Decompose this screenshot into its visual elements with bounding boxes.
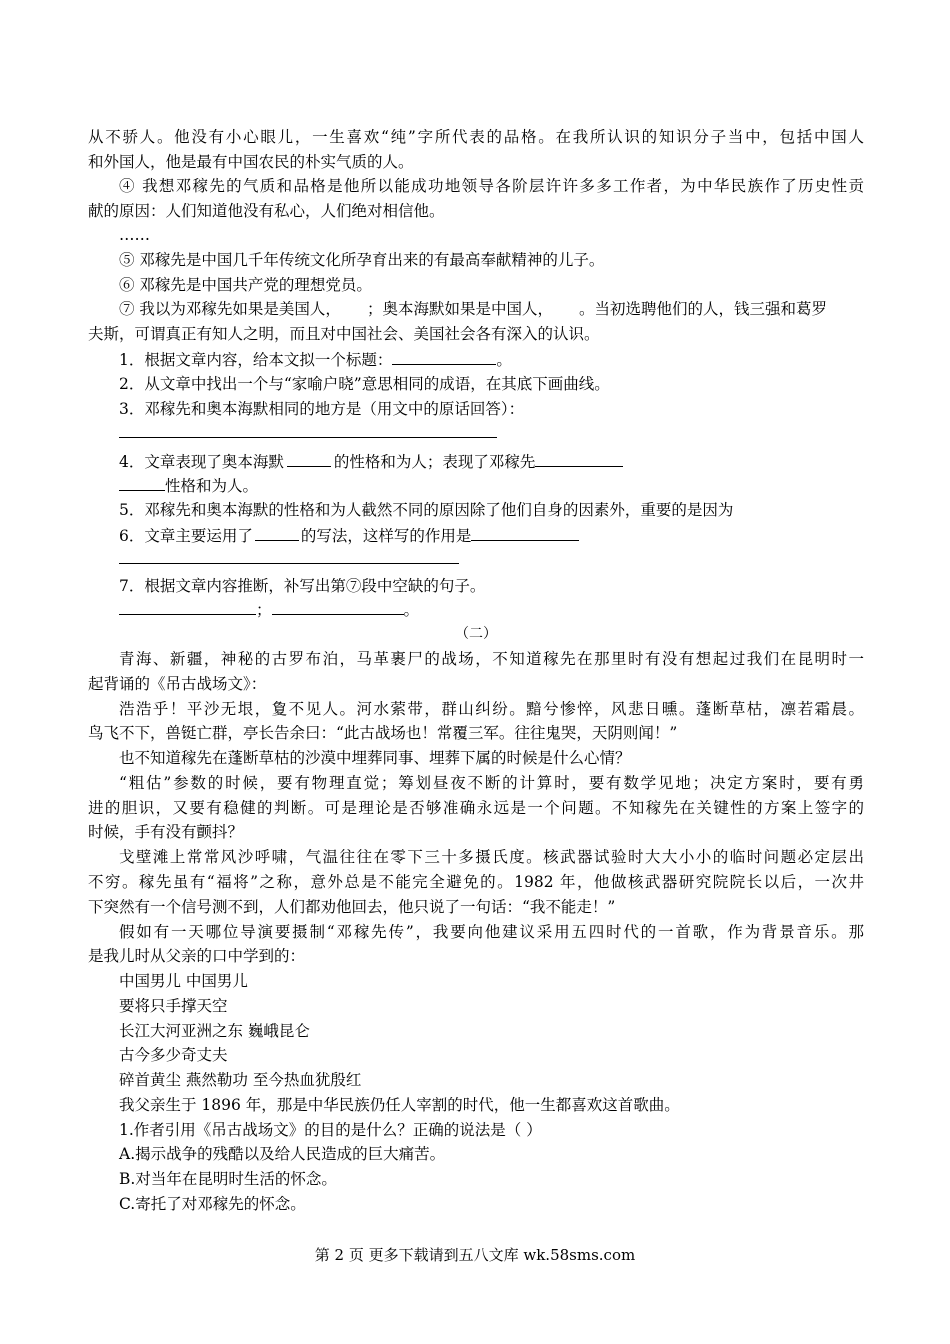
song-line: 中国男儿 中国男儿 <box>119 972 248 990</box>
text-line: “粗估”参数的时候，要有物理直觉；筹划昼夜不断的计算时，要有数学见地；决定方案时，要有勇 <box>119 774 864 792</box>
song-line: 碎首黄尘 燕然勒功 至今热血犹殷红 <box>119 1071 362 1089</box>
question-text: 6．文章主要运用了 <box>119 527 253 545</box>
question-1 <box>119 347 879 372</box>
question-7-answers <box>119 597 879 622</box>
answer-line-6[interactable] <box>119 546 879 571</box>
question-4-cont <box>119 473 879 498</box>
text-line: 进的胆识，又要有稳健的判断。可是理论是否够准确永远是一个问题。不知稼先在关键性的方案上签字的 <box>88 799 864 817</box>
text-line: 和外国人，他是最有中国农民的朴实气质的人。 <box>88 153 414 171</box>
text-line: 戈壁滩上常常风沙呼啸，气温往往在零下三十多摄氏度。核武器试验时大大小小的临时问题必定层出 <box>119 848 864 866</box>
text-line: 夫斯，可谓真正有知人之明，而且对中国社会、美国社会各有深入的认识。 <box>88 325 600 343</box>
answer-blank[interactable] <box>255 523 299 541</box>
song-line: 古今多少奇丈夫 <box>119 1046 228 1064</box>
text-line: 青海、新疆，神秘的古罗布泊，马革裹尸的战场，不知道稼先在那里时有没有想起过我们在昆明时一 <box>119 650 864 668</box>
song-line: 长江大河亚洲之东 巍峨昆仑 <box>119 1022 310 1040</box>
paragraph-5: ⑤ 邓稼先是中国几千年传统文化所孕育出来的有最高奉献精神的儿子。 <box>119 251 605 269</box>
text-segment: 。当初选聘他们的人，钱三强和葛罗 <box>578 300 827 318</box>
text-line: 下突然有一个信号测不到，人们都劝他回去，他只说了一句话：“我不能走！” <box>88 898 616 916</box>
text-line: 起背诵的《吊古战场文》： <box>88 675 267 693</box>
question-7: 7．根据文章内容推断，补写出第⑦段中空缺的句子。 <box>119 577 486 595</box>
paragraph-6: ⑥ 邓稼先是中国共产党的理想党员。 <box>119 276 372 294</box>
question-text: 。 <box>403 601 420 619</box>
text-line: 不穷。稼先虽有“福将”之称，意外总是不能完全避免的。1982 年，他做核武器研究院院长以后，一次井 <box>88 873 864 891</box>
ellipsis: …… <box>119 226 150 244</box>
question-text: 的写法，这样写的作用是 <box>300 527 472 545</box>
text-line: 我父亲生于 1896 年，那是中华民族仍任人宰割的时代，他一生都喜欢这首歌曲。 <box>119 1096 680 1114</box>
text-line: 从不骄人。他没有小心眼儿，一生喜欢“纯”字所代表的品格。在我所认识的知识分子当中，包括中国人 <box>88 128 864 146</box>
question-text: ； <box>256 601 272 619</box>
reading-question-1: 1.作者引用《吊古战场文》的目的是什么？正确的说法是（ ） <box>119 1121 542 1139</box>
question-text: 1．根据文章内容，给本文拟一个标题： <box>119 351 393 369</box>
option-a[interactable]: A.揭示战争的残酷以及给人民造成的巨大痛苦。 <box>119 1145 446 1163</box>
question-text: 。 <box>496 351 512 369</box>
answer-blank[interactable] <box>535 449 623 467</box>
option-b[interactable]: B.对当年在昆明时生活的怀念。 <box>119 1170 337 1188</box>
text-line: 时候，手有没有颤抖？ <box>88 823 244 841</box>
answer-line-3[interactable] <box>119 420 879 445</box>
answer-blank[interactable] <box>272 597 404 615</box>
section-heading: （二） <box>455 626 497 642</box>
page-footer: 第 2 页 更多下载请到五八文库 wk.58sms.com <box>314 1246 636 1264</box>
question-4 <box>119 449 879 474</box>
question-6 <box>119 523 879 548</box>
answer-blank[interactable] <box>119 473 165 491</box>
answer-blank[interactable] <box>392 347 496 365</box>
song-line: 要将只手撑天空 <box>119 997 228 1015</box>
question-3: 3．邓稼先和奥本海默相同的地方是（用文中的原话回答）： <box>119 400 525 418</box>
question-5: 5．邓稼先和奥本海默的性格和为人截然不同的原因除了他们自身的因素外，重要的是因为 <box>119 501 734 519</box>
text-segment: ；奥本海默如果是中国人， <box>366 300 553 318</box>
paragraph-4-line: ④ 我想邓稼先的气质和品格是他所以能成功地领导各阶层许许多多工作者，为中华民族作了历史性贡 <box>119 177 864 195</box>
question-text: 的性格和为人；表现了邓稼先 <box>333 453 536 471</box>
answer-blank[interactable] <box>287 449 331 467</box>
question-text: 4．文章表现了奥本海默 <box>119 453 284 471</box>
paragraph-7-line <box>119 297 864 321</box>
answer-blank[interactable] <box>119 597 256 615</box>
question-text: 性格和为人。 <box>165 477 259 495</box>
question-2: 2．从文章中找出一个与“家喻户晓”意思相同的成语，在其底下画曲线。 <box>119 375 610 393</box>
text-line: 假如有一天哪位导演要摄制“邓稼先传”，我要向他建议采用五四时代的一首歌，作为背景音乐。那 <box>119 923 864 941</box>
text-line: 鸟飞不下，兽铤亡群，亭长告余曰：“此古战场也！常覆三军。往往鬼哭，天阴则闻！” <box>88 724 678 742</box>
text-line: 浩浩乎！平沙无垠，夐不见人。河水萦带，群山纠纷。黯兮惨悴，风悲日曛。蓬断草枯，凛若霜晨。 <box>119 700 864 718</box>
text-segment: ⑦ 我以为邓稼先如果是美国人， <box>119 300 341 318</box>
text-line: 是我儿时从父亲的口中学到的： <box>88 947 306 965</box>
option-c[interactable]: C.寄托了对邓稼先的怀念。 <box>119 1195 306 1213</box>
answer-blank[interactable] <box>471 523 579 541</box>
text-line: 献的原因：人们知道他没有私心，人们绝对相信他。 <box>88 202 445 220</box>
text-line: 也不知道稼先在蓬断草枯的沙漠中埋葬同事、埋葬下属的时候是什么心情？ <box>119 749 631 767</box>
